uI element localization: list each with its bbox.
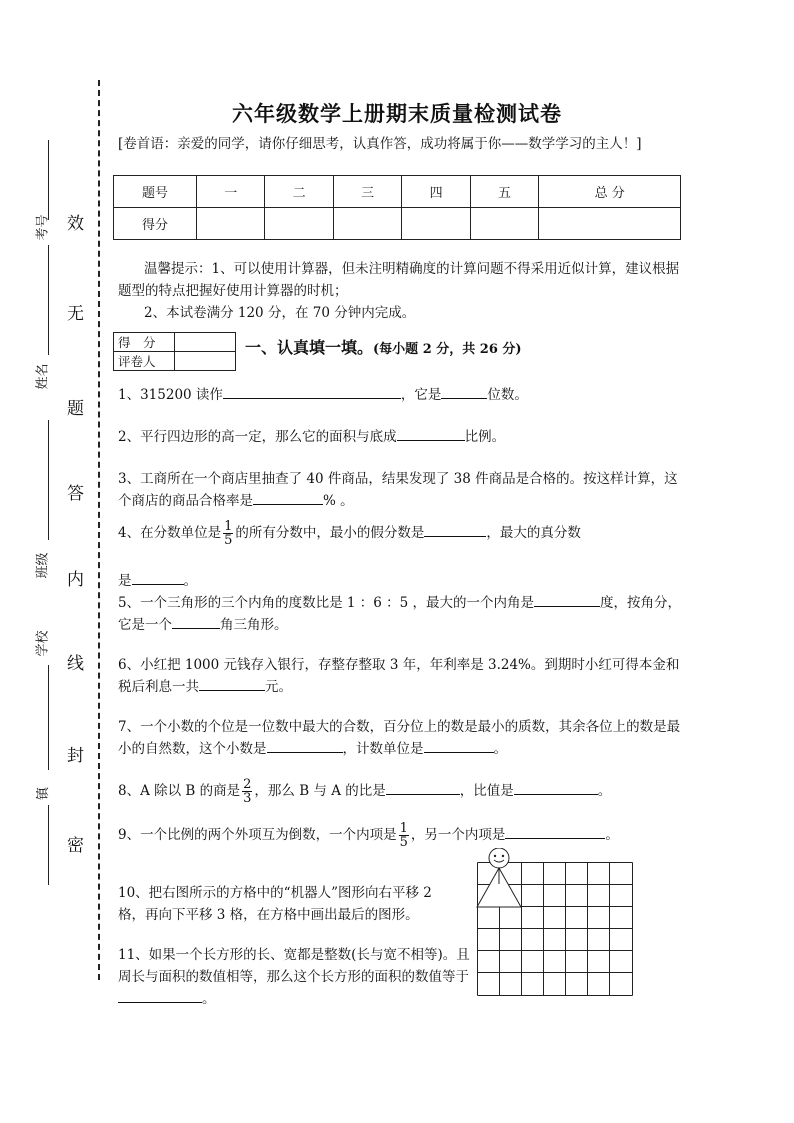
- score-input-cell[interactable]: [197, 208, 265, 240]
- question-2: [118, 426, 688, 448]
- score-header-cell: 一: [197, 176, 265, 208]
- q9-text-3: 。: [605, 827, 619, 843]
- seal-char: 线: [67, 654, 84, 674]
- q9-text: 9、一个比例的两个外项互为倒数，一个内项是: [118, 827, 397, 843]
- q11-text: 11、如果一个长方形的长、宽都是整数(长与宽不相等)。且周长与面积的数值相等，那么这个长方形的面积的数值等于: [118, 947, 470, 985]
- binding-line-town: [48, 805, 49, 885]
- q4-text-2: 的所有分数中，最小的假分数是: [235, 525, 425, 541]
- grader-label: 评卷人: [114, 352, 175, 371]
- score-header-cell: 四: [402, 176, 470, 208]
- q4-text-5: 。: [183, 573, 197, 589]
- field-label-exam-no: 考号: [35, 214, 51, 241]
- q8-fraction: [242, 778, 252, 805]
- score-header-cell: 三: [333, 176, 401, 208]
- robot-grid-figure[interactable]: [477, 862, 633, 1000]
- question-9: [118, 822, 688, 849]
- grader-score-cell[interactable]: [175, 333, 236, 352]
- q5-text-2: 度，按角分，它是一个: [118, 595, 682, 633]
- q8-answer-blank-2[interactable]: [514, 780, 598, 795]
- q3-text: 3、工商所在一个商店里抽查了 40 件商品，结果发现了 38 件商品是合格的。按这样计算，这个商店的商品合格率是: [118, 471, 678, 509]
- q4-fraction-denominator: 5: [224, 533, 233, 548]
- q9-text-2: ，另一个内项是: [410, 827, 506, 843]
- q5-answer-blank[interactable]: [534, 592, 600, 607]
- q8-text: 8、A 除以 B 的商是: [118, 783, 241, 799]
- field-label-name: 姓名: [35, 363, 51, 390]
- question-7: [118, 716, 688, 760]
- q5-text-3: 角三角形。: [220, 617, 288, 633]
- score-header-cell: 题号: [114, 176, 197, 208]
- q8-answer-blank[interactable]: [386, 780, 460, 795]
- question-8: [118, 778, 688, 805]
- q9-fraction: [399, 822, 409, 849]
- q3-answer-blank[interactable]: [253, 490, 323, 505]
- seal-char: 效: [67, 214, 84, 234]
- section-heading: [245, 335, 522, 358]
- q4-text-4: 是: [118, 573, 132, 589]
- question-1: [118, 384, 688, 406]
- q2-text-2: 比例。: [464, 429, 506, 445]
- q8-fraction-numerator: 2: [243, 777, 252, 792]
- seal-char: 密: [67, 836, 84, 856]
- q8-text-3: ，比值是: [459, 783, 514, 799]
- q6-answer-blank[interactable]: [199, 676, 265, 691]
- q4-answer-blank-2[interactable]: [132, 570, 184, 585]
- q8-text-4: 。: [597, 783, 612, 799]
- q2-text: 2、平行四边形的高一定，那么它的面积与底成: [118, 429, 397, 445]
- score-header-cell: 五: [470, 176, 538, 208]
- q10-text: 10、把右图所示的方格中的“机器人”图形向右平移 2 格，再向下平移 3 格，在方格中画出最后的图形。: [118, 885, 432, 923]
- seal-char: 内: [67, 570, 84, 590]
- q11-answer-blank[interactable]: [118, 988, 202, 1003]
- q1-text: 1、315200 读作: [118, 387, 223, 403]
- score-input-cell[interactable]: [539, 208, 681, 240]
- binding-line-class: [48, 420, 49, 540]
- q4-fraction-numerator: 1: [224, 519, 233, 534]
- binding-line-name: [48, 245, 49, 355]
- q11-text-2: 。: [202, 991, 216, 1007]
- seal-char: 题: [67, 399, 84, 419]
- q4-fraction: [223, 520, 233, 547]
- q7-text-2: ，计数单位是: [342, 741, 424, 757]
- q9-fraction-denominator: 5: [399, 835, 408, 850]
- score-table: [113, 175, 681, 240]
- q8-fraction-denominator: 3: [243, 791, 252, 806]
- q3-text-2: % 。: [323, 493, 354, 509]
- score-row-label: 得分: [114, 208, 197, 240]
- q9-answer-blank[interactable]: [505, 824, 605, 839]
- question-10: [118, 882, 463, 926]
- seal-char: 答: [67, 484, 84, 504]
- binding-line-school: [48, 665, 49, 770]
- score-value-row: [114, 208, 681, 240]
- q6-text: 6、小红把 1000 元钱存入银行，存整存整取 3 年，年利率是 3.24%。到期时小红可得本金和税后利息一共: [118, 657, 680, 695]
- exam-title: 六年级数学上册期末质量检测试卷: [232, 101, 562, 126]
- q1-answer-blank-2[interactable]: [441, 384, 487, 399]
- section-note: (每小题 2 分，共 26 分): [373, 342, 522, 357]
- question-4: [118, 520, 688, 547]
- q7-answer-blank-2[interactable]: [424, 738, 494, 753]
- q1-text-3: 位数。: [487, 387, 528, 403]
- q2-answer-blank[interactable]: [397, 426, 465, 441]
- question-5: [118, 592, 688, 636]
- field-label-town: 镇: [36, 786, 52, 801]
- tips: [118, 258, 688, 324]
- field-label-class: 班级: [35, 552, 51, 579]
- q4-text-3: ，最大的真分数: [486, 525, 581, 541]
- seal-char: 无: [67, 304, 84, 324]
- question-3: [118, 468, 688, 512]
- score-input-cell[interactable]: [402, 208, 470, 240]
- score-input-cell[interactable]: [470, 208, 538, 240]
- score-header-cell: 二: [265, 176, 333, 208]
- score-header-cell: 总 分: [539, 176, 681, 208]
- binding-dashed-line: [98, 80, 100, 980]
- tip-line-1: 温馨提示：1、可以使用计算器，但未注明精确度的计算问题不得采用近似计算，建议根据题型的特点把握好使用计算器的时机；: [118, 261, 680, 299]
- grader-name-cell[interactable]: [175, 352, 236, 371]
- q5-answer-blank-2[interactable]: [172, 614, 220, 629]
- q4-text: 4、在分数单位是: [118, 525, 222, 541]
- q5-text: 5、一个三角形的三个内角的度数比是 1 ：6 ：5 ，最大的一个内角是: [118, 595, 535, 611]
- q8-text-2: ，那么 B 与 A 的比是: [254, 783, 386, 799]
- question-6: [118, 654, 688, 698]
- q6-text-2: 元。: [265, 679, 292, 695]
- q1-answer-blank[interactable]: [223, 384, 401, 399]
- grader-score-label: 得 分: [114, 333, 175, 352]
- robot-icon: [473, 848, 533, 918]
- intro-text: [卷首语：亲爱的同学，请你仔细思考，认真作答，成功将属于你——数学学习的主人！]: [118, 136, 642, 152]
- tip-line-2: 2、本试卷满分 120 分，在 70 分钟内完成。: [144, 305, 416, 321]
- score-input-cell[interactable]: [265, 208, 333, 240]
- q4-answer-blank[interactable]: [424, 522, 486, 537]
- q1-text-2: ，它是: [400, 387, 442, 403]
- q7-text: 7、一个小数的个位是一位数中最大的合数，百分位上的数是最小的质数，其余各位上的数是最小的自然数，这个小数是: [118, 719, 681, 757]
- grader-table: [113, 332, 236, 371]
- section-title: 一、认真填一填。: [245, 338, 374, 357]
- binding-line-top: [48, 140, 49, 220]
- q7-text-3: 。: [493, 741, 507, 757]
- question-4-cont: [118, 570, 688, 592]
- field-label-school: 学校: [35, 630, 51, 657]
- q9-fraction-numerator: 1: [399, 821, 408, 836]
- q7-answer-blank[interactable]: [267, 738, 343, 753]
- score-header-row: [114, 176, 681, 208]
- seal-char: 封: [67, 746, 84, 766]
- score-input-cell[interactable]: [333, 208, 401, 240]
- question-11: [118, 944, 473, 1010]
